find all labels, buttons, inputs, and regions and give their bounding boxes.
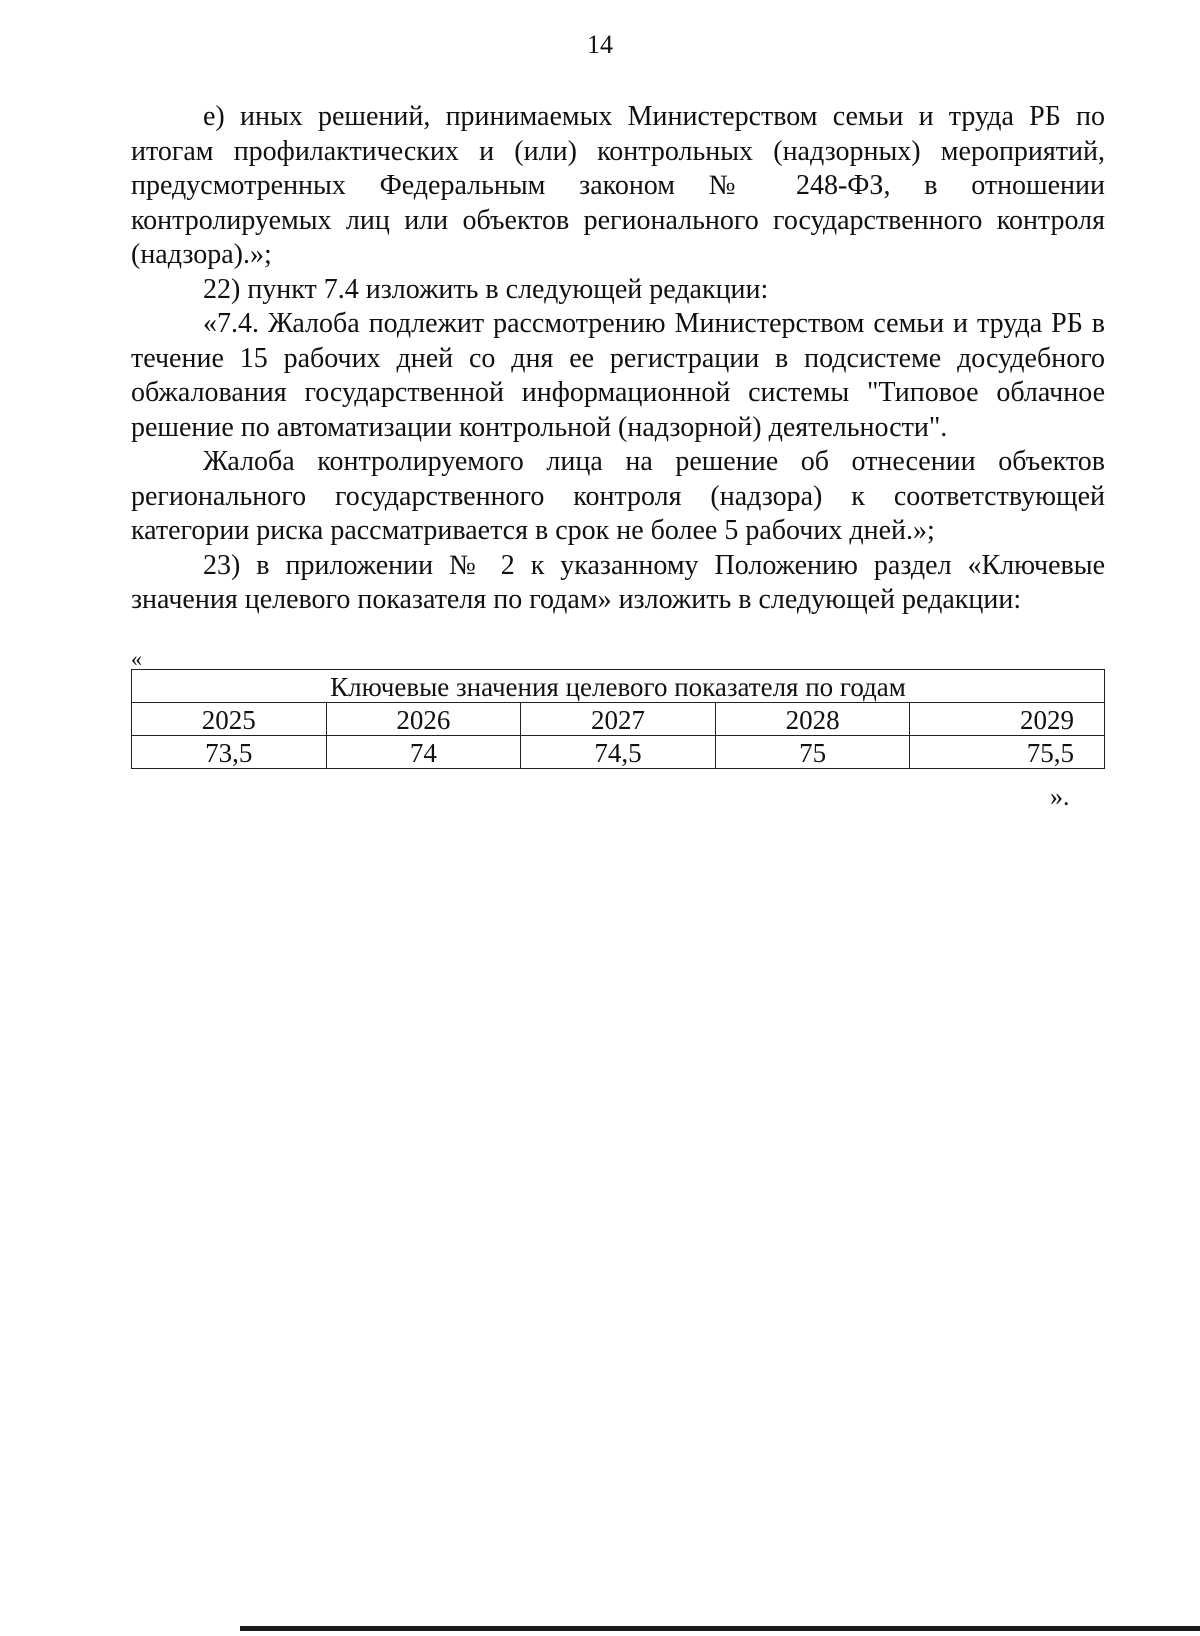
year-cell: 2027 [521, 703, 716, 736]
table-header-row [132, 670, 1105, 703]
table-close-quote: ». [1050, 782, 1070, 811]
value-cell: 75,5 [910, 736, 1105, 769]
value-cell: 74 [326, 736, 521, 769]
table-header: Ключевые значения целевого показателя по годам [132, 670, 1105, 703]
paragraph-complaint-term: Жалоба контролируемого лица на решение об отнесении объектов регионального государственного контроля (надзора) к соответствующей категории риска рассматривается в срок не более 5 рабочих дней.»; [131, 446, 1105, 546]
table-values-row [132, 736, 1105, 769]
document-body [131, 100, 1105, 618]
paragraph-item-22: 22) пункт 7.4 изложить в следующей редакции: [203, 273, 769, 305]
paragraph-item-23: 23) в приложении № 2 к указанному Положению раздел «Ключевые значения целевого показателя по годам» изложить в следующей редакции: [131, 549, 1105, 615]
year-cell: 2026 [326, 703, 521, 736]
year-cell: 2028 [715, 703, 910, 736]
table-open-quote: « [131, 646, 142, 671]
value-cell: 75 [715, 736, 910, 769]
paragraph-clause-7-4: «7.4. Жалоба подлежит рассмотрению Министерством семьи и труда РБ в течение 15 рабочих дней со дня ее регистрации в подсистеме досудебного обжалования государственной информационной системы "Типовое облачное решение по автоматизации контрольной (надзорной) деятельности". [131, 308, 1105, 443]
page-number: 14 [587, 30, 613, 59]
table-years-row [132, 703, 1105, 736]
value-cell: 73,5 [132, 736, 327, 769]
value-cell: 74,5 [521, 736, 716, 769]
scan-bottom-edge [240, 1626, 1200, 1631]
key-values-table [131, 669, 1105, 769]
paragraph-item-e: е) иных решений, принимаемых Министерством семьи и труда РБ по итогам профилактических и (или) контрольных (надзорных) мероприятий, предусмотренных Федеральным законом № 248-ФЗ, в отношении контролируемых лиц или объектов регионального государственного контроля (надзора).»; [131, 101, 1105, 270]
year-cell: 2025 [132, 703, 327, 736]
year-cell: 2029 [910, 703, 1105, 736]
